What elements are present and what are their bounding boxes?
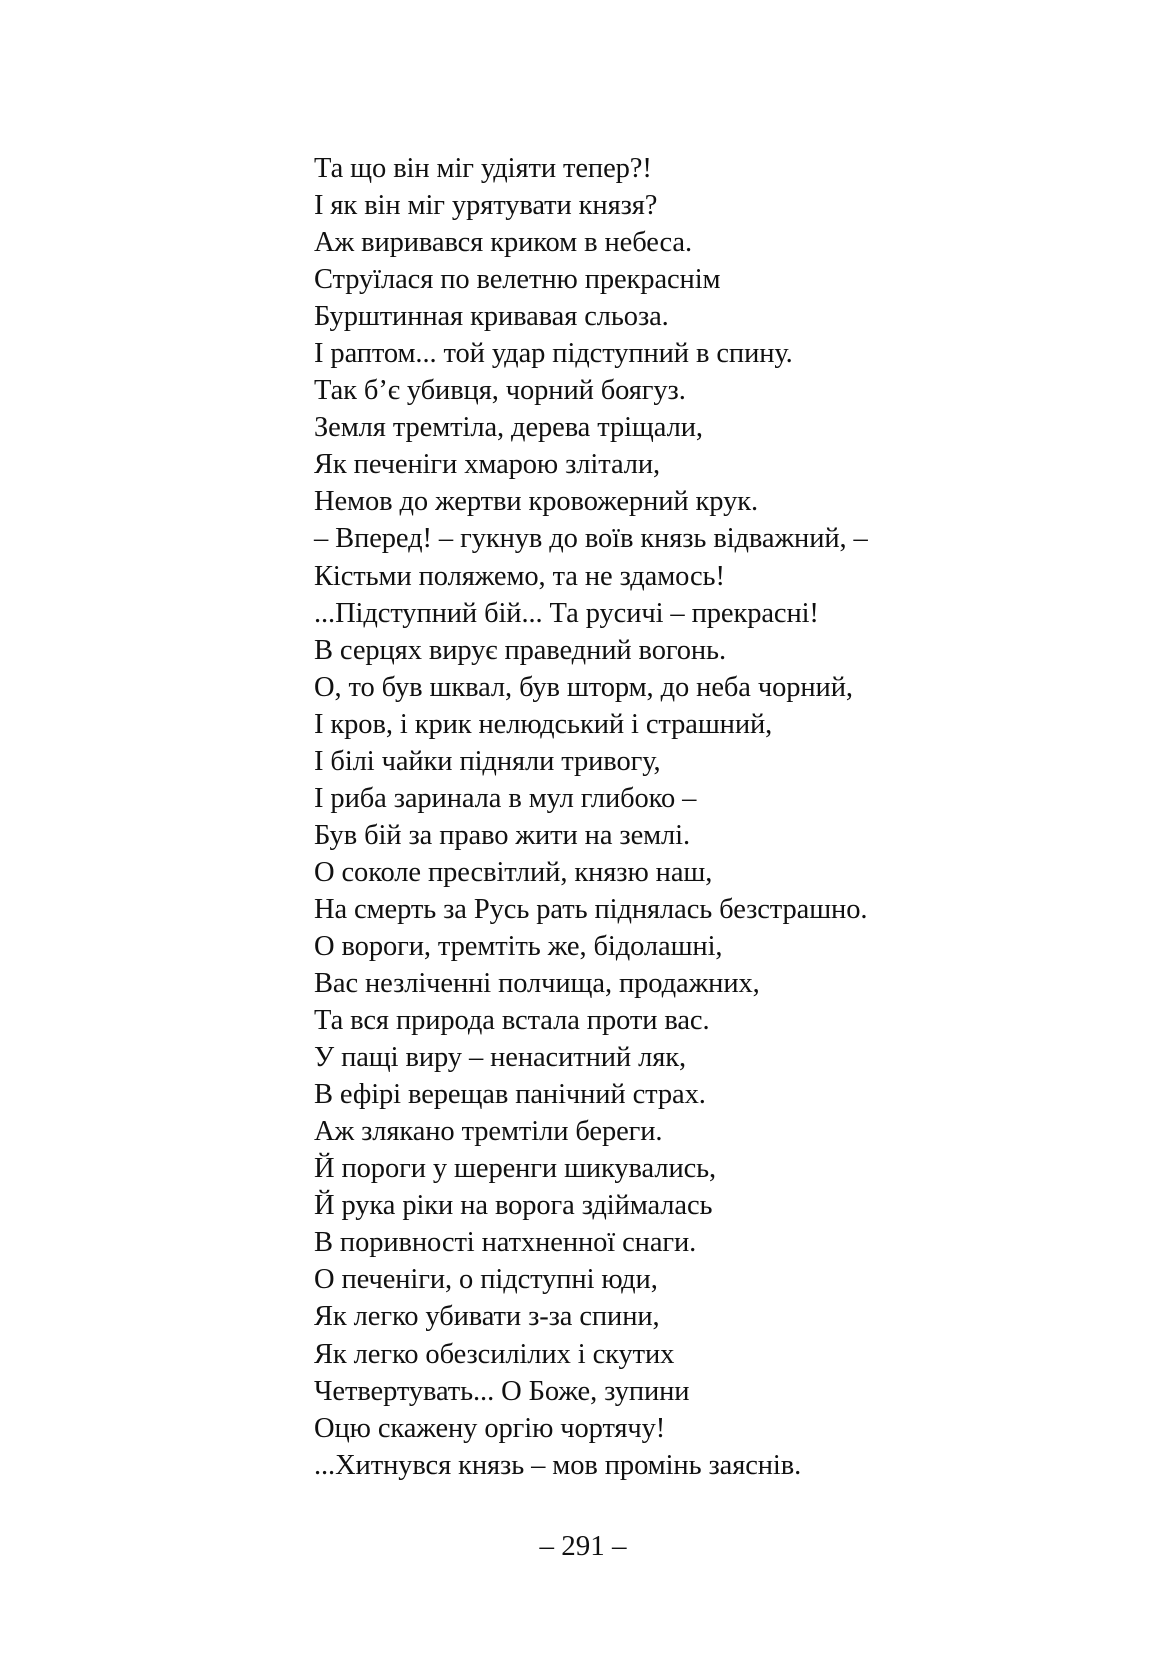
poem-line: Земля тремтіла, дерева тріщали, — [314, 412, 703, 444]
poem-line: Як легко убивати з-за спини, — [314, 1301, 660, 1333]
page-number: – 291 – — [539, 1530, 627, 1562]
poem-text — [314, 150, 868, 1484]
poem-line: В ефірі верещав панічний страх. — [314, 1079, 706, 1111]
poem-line: І кров, і крик нелюдський і страшний, — [314, 708, 773, 740]
poem-line: Вас незліченні полчища, продажних, — [314, 968, 760, 1000]
poem-line: Кістьми поляжемо, та не здамось! — [314, 560, 725, 592]
poem-line: ...Підступний бій... Та русичі – прекрасні! — [314, 597, 819, 629]
poem-line: Бурштинная кривавая сльоза. — [314, 301, 669, 333]
poem-line: Аж виривався криком в небеса. — [314, 227, 692, 259]
poem-line: І як він міг урятувати князя? — [314, 190, 658, 222]
poem-line: Та вся природа встала проти вас. — [314, 1005, 710, 1037]
poem-line: У пащі виру – ненаситний ляк, — [314, 1042, 686, 1074]
poem-line: О печеніги, о підступні юди, — [314, 1264, 658, 1296]
poem-line: Немов до жертви кровожерний крук. — [314, 486, 758, 518]
poem-line: – Вперед! – гукнув до воїв князь відважний, – — [314, 523, 868, 555]
poem-line: Четвертувать... О Боже, зупини — [314, 1375, 690, 1407]
poem-line: О, то був шквал, був шторм, до неба чорний, — [314, 671, 853, 703]
poem-line: ...Хитнувся князь – мов промінь заяснів. — [314, 1449, 802, 1481]
poem-line: Струїлася по велетню прекраснім — [314, 264, 721, 296]
poem-line: В поривності натхненної снаги. — [314, 1227, 697, 1259]
poem-line: Як печеніги хмарою злітали, — [314, 449, 661, 481]
poem-line: Й пороги у шеренги шикувались, — [314, 1153, 717, 1185]
poem-line: Як легко обезсилілих і скутих — [314, 1338, 675, 1370]
poem-line: Так б’є убивця, чорний боягуз. — [314, 375, 686, 407]
poem-line: О вороги, тремтіть же, бідолашні, — [314, 930, 723, 962]
poem-line: І раптом... той удар підступний в спину. — [314, 338, 793, 370]
poem-line: Аж злякано тремтіли береги. — [314, 1116, 663, 1148]
poem-line: Оцю скажену оргію чортячу! — [314, 1412, 666, 1444]
poem-line: І білі чайки підняли тривогу, — [314, 745, 661, 777]
poem-line: О соколе пресвітлий, князю наш, — [314, 856, 713, 888]
poem-line: І риба заринала в мул глибоко – — [314, 782, 697, 814]
poem-line: Був бій за право жити на землі. — [314, 819, 691, 851]
poem-line: Й рука ріки на ворога здіймалась — [314, 1190, 713, 1222]
poem-line: В серцях вирує праведний вогонь. — [314, 634, 726, 666]
poem-line: На смерть за Русь рать піднялась безстрашно. — [314, 893, 868, 925]
poem-line: Та що він міг удіяти тепер?! — [314, 153, 652, 184]
